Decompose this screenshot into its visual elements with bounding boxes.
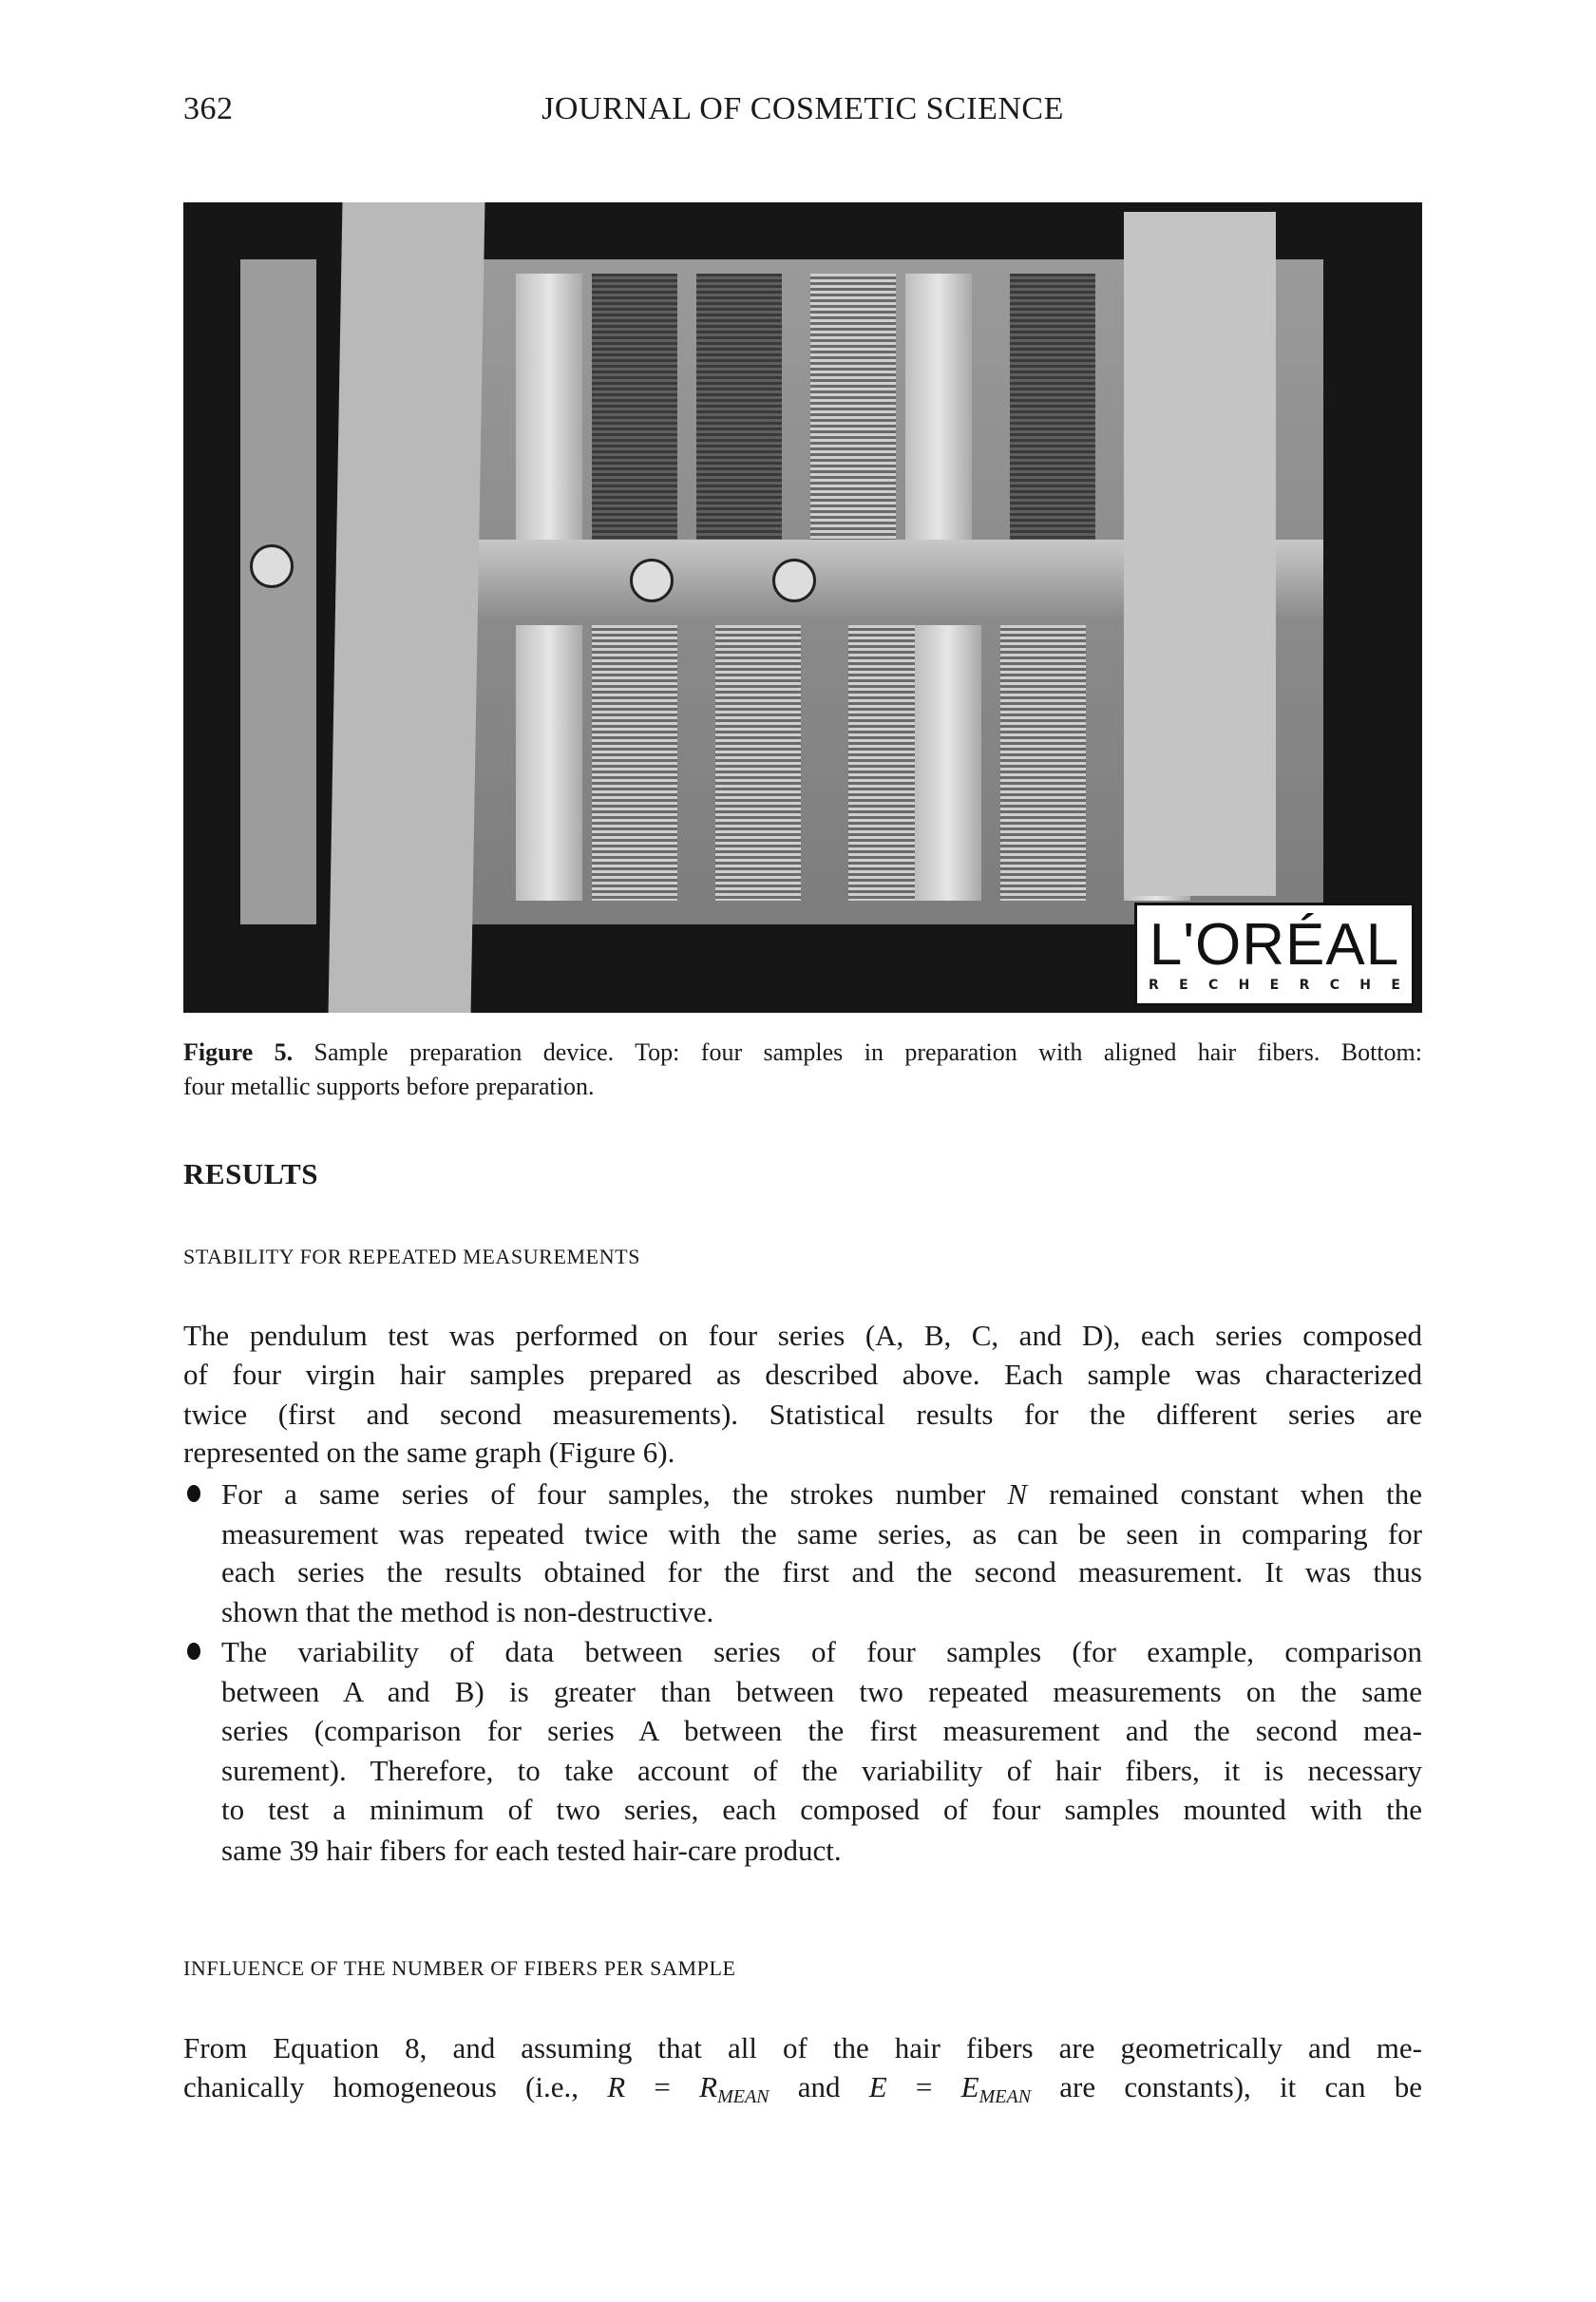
text-line: surement). Therefore, to take account of the variability of hair fibers, it is necessary: [221, 1754, 1422, 1787]
figure-caption-line: four metallic supports before preparation.: [183, 1073, 595, 1100]
text-span: For a same series of four samples, the strokes number: [221, 1477, 1008, 1511]
sample-column: [1010, 274, 1095, 540]
text-line: measurement was repeated twice with the same series, as can be seen in comparing for: [221, 1517, 1422, 1551]
sample-column: [696, 274, 782, 540]
screw: [250, 544, 294, 588]
figure-photo: [183, 202, 1422, 1013]
figure-caption-line: [183, 1036, 1422, 1070]
text-span: are constants), it can be: [1031, 2070, 1423, 2103]
bullet-icon: [187, 1485, 200, 1502]
text-line: [221, 1474, 1422, 1513]
sample-column: [1000, 625, 1086, 901]
logo-letter: E: [1391, 978, 1400, 993]
screw: [630, 559, 674, 602]
plate: [516, 625, 582, 901]
paper-strip-right: [1124, 212, 1276, 896]
text-line: of four virgin hair samples prepared as described above. Each sample was characterized: [183, 1358, 1422, 1391]
plate: [915, 625, 981, 901]
text-line: The pendulum test was performed on four series (A, B, C, and D), each series composed: [183, 1319, 1422, 1352]
text-line: each series the results obtained for the first and the second measurement. It was thus: [221, 1555, 1422, 1589]
text-span: =: [625, 2070, 700, 2103]
logo-subtitle: [1149, 978, 1400, 993]
subscript: MEAN: [717, 2086, 770, 2107]
text-line: From Equation 8, and assuming that all of the hair fibers are geometrically and me-: [183, 2031, 1422, 2064]
logo-letter: H: [1238, 978, 1250, 993]
sample-column: [592, 625, 677, 901]
variable: R: [607, 2070, 626, 2103]
logo-letter: E: [1179, 978, 1188, 993]
text-span: chanically homogeneous (i.e.,: [183, 2070, 608, 2103]
text-span: =: [886, 2070, 961, 2103]
running-header: JOURNAL OF COSMETIC SCIENCE: [542, 91, 1064, 126]
text-line: series (comparison for series A between the first measurement and the second mea-: [221, 1714, 1422, 1747]
subscript: MEAN: [978, 2086, 1032, 2107]
text-span: and: [769, 2070, 869, 2103]
text-line: same 39 hair fibers for each tested hair-care product.: [221, 1834, 842, 1867]
logo-letter: R: [1299, 978, 1310, 993]
text-line: represented on the same graph (Figure 6).: [183, 1436, 675, 1469]
subsection-heading: INFLUENCE OF THE NUMBER OF FIBERS PER SAMPLE: [183, 1956, 736, 1980]
subsection-heading: STABILITY FOR REPEATED MEASUREMENTS: [183, 1245, 641, 1268]
screw: [772, 559, 816, 602]
plate: [516, 274, 582, 540]
logo-letter: E: [1269, 978, 1280, 993]
sample-column: [592, 274, 677, 540]
variable: E: [960, 2070, 979, 2103]
logo-letter: R: [1149, 978, 1159, 993]
variable: R: [699, 2070, 718, 2103]
text-span: remained constant when the: [1027, 1477, 1422, 1511]
sample-column: [810, 274, 896, 540]
variable: E: [868, 2070, 887, 2103]
paper-strip-left: [329, 202, 485, 1013]
logo-letter: H: [1359, 978, 1372, 993]
logo-wordmark: L'ORÉAL: [1149, 912, 1400, 978]
plate: [905, 274, 972, 540]
figure-label: Figure 5.: [183, 1038, 294, 1066]
logo-letter: C: [1329, 978, 1340, 993]
loreal-logo: [1134, 903, 1415, 1006]
page-number: 362: [183, 91, 234, 126]
text-line: between A and B) is greater than between two repeated measurements on the same: [221, 1675, 1422, 1708]
text-line: twice (first and second measurements). Statistical results for the different series are: [183, 1398, 1422, 1431]
text-line: shown that the method is non-destructive.: [221, 1595, 714, 1628]
text-line: [183, 2067, 1422, 2106]
sample-column: [715, 625, 801, 901]
text-line: The variability of data between series of four samples (for example, comparison: [221, 1635, 1422, 1668]
caption-text: Sample preparation device. Top: four samples in preparation with aligned hair fibers. Bottom:: [314, 1038, 1422, 1066]
variable-n: N: [1007, 1477, 1028, 1511]
logo-letter: C: [1208, 978, 1219, 993]
section-heading: RESULTS: [183, 1157, 318, 1190]
text-line: to test a minimum of two series, each composed of four samples mounted with the: [221, 1793, 1422, 1826]
ruler-strip: [240, 259, 316, 924]
bullet-icon: [187, 1643, 200, 1660]
